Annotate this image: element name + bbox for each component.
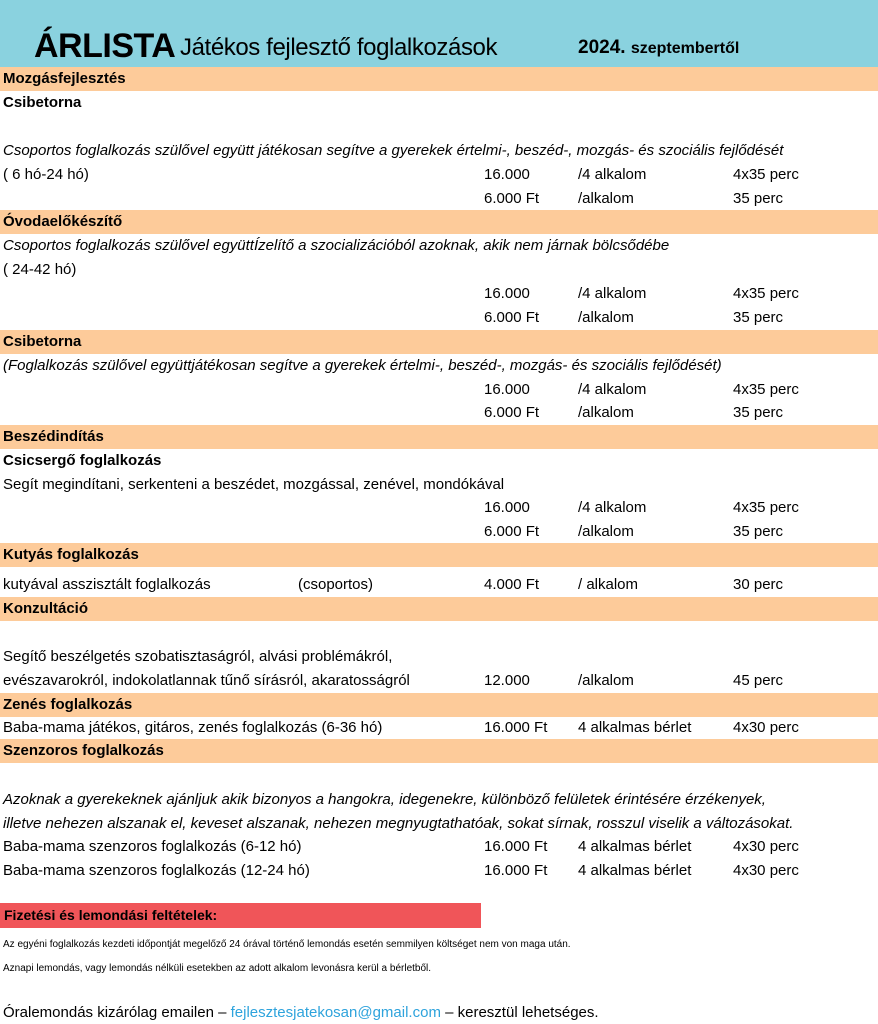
price-row — [0, 520, 878, 544]
duration: 4x30 perc — [733, 719, 799, 736]
price: 6.000 Ft — [484, 190, 540, 207]
section-header-kutyas: Kutyás foglalkozás — [0, 543, 878, 567]
price: 6.000 Ft — [484, 309, 540, 326]
cancellation-footer — [3, 1003, 599, 1023]
description: Segít megindítani, serkenteni a beszédet, mozgással, zenével, mondókával — [3, 476, 505, 493]
description: Azoknak a gyerekeknek ajánljuk akik bizonyos a hangokra, idegenekre, különböző felületek érintésére érzékenyek, — [3, 791, 766, 808]
valid-from-label: szeptembertől — [630, 40, 740, 57]
section-header-beszedinditas: Beszédindítás — [0, 425, 878, 449]
section-header-mozgasfejlesztes: Mozgásfejlesztés — [0, 67, 878, 91]
price-row — [0, 401, 878, 425]
section-header-zenes: Zenés foglalkozás — [0, 693, 878, 717]
price: 16.000 Ft — [484, 719, 548, 736]
price: 16.000 — [484, 166, 530, 183]
item-name: Baba-mama játékos, gitáros, zenés foglalkozás (6-36 hó) — [3, 719, 383, 736]
section-header-ovodaelokeszito: Óvodaelőkészítő — [0, 210, 878, 234]
price-row — [0, 306, 878, 330]
unit: /alkalom — [578, 309, 634, 326]
footer-text: – keresztül lehetséges. — [440, 1004, 599, 1021]
unit: /4 alkalom — [578, 499, 647, 516]
item-name: kutyával asszisztált foglalkozás — [3, 576, 211, 593]
page-subtitle: Játékos fejlesztő foglalkozások — [180, 34, 498, 61]
price-row — [0, 573, 878, 597]
duration: 35 perc — [733, 404, 784, 421]
description: Csoportos foglalkozás szülővel együttÍzelítő a szocializációból azoknak, akik nem járnak bölcsődébe — [3, 237, 670, 254]
duration: 4x35 perc — [733, 381, 799, 398]
section-header-csibetorna: Csibetorna — [0, 330, 878, 354]
section-header-konzultacio: Konzultáció — [0, 597, 878, 621]
description: evészavarokról, indokolatlannak tűnő sírásról, akaratosságról — [3, 672, 410, 689]
price-row — [0, 716, 878, 740]
unit: /alkalom — [578, 523, 634, 540]
duration: 35 perc — [733, 523, 784, 540]
price: 6.000 Ft — [484, 523, 540, 540]
terms-note: Az egyéni foglalkozás kezdeti időpontját megelőző 24 órával történő lemondás esetén semmilyen költséget nem von maga után. — [3, 939, 571, 950]
unit: /4 alkalom — [578, 166, 647, 183]
terms-header: Fizetési és lemondási feltételek: — [0, 903, 481, 928]
price-row — [0, 282, 878, 306]
valid-from — [578, 36, 739, 61]
duration: 45 perc — [733, 672, 784, 689]
price-row — [0, 378, 878, 402]
unit: 4 alkalmas bérlet — [578, 862, 692, 879]
description: (Foglalkozás szülővel együttjátékosan segítve a gyerekek értelmi-, beszéd-, mozgás- és szociális fejlődését) — [3, 357, 722, 374]
price: 4.000 Ft — [484, 576, 540, 593]
duration: 4x35 perc — [733, 166, 799, 183]
age-range: ( 6 hó-24 hó) — [3, 166, 89, 183]
unit: /alkalom — [578, 404, 634, 421]
unit: /alkalom — [578, 672, 634, 689]
price: 12.000 — [484, 672, 530, 689]
duration: 4x35 perc — [733, 499, 799, 516]
duration: 35 perc — [733, 309, 784, 326]
price: 16.000 — [484, 285, 530, 302]
subsection-title: Csibetorna — [3, 94, 82, 111]
price-row — [0, 859, 878, 883]
valid-year: 2024. — [578, 37, 626, 58]
section-header-szenzoros: Szenzoros foglalkozás — [0, 739, 878, 763]
age-range: ( 24-42 hó) — [3, 261, 77, 278]
duration: 4x30 perc — [733, 838, 799, 855]
price: 16.000 Ft — [484, 862, 548, 879]
item-type: (csoportos) — [298, 576, 374, 593]
duration: 30 perc — [733, 576, 784, 593]
unit: /alkalom — [578, 190, 634, 207]
price-row — [0, 669, 878, 693]
unit: /4 alkalom — [578, 285, 647, 302]
unit: 4 alkalmas bérlet — [578, 719, 692, 736]
description: illetve nehezen alszanak el, keveset alszanak, nehezen megnyugtathatóak, sokat sírnak, rosszul viselik a változásokat. — [3, 815, 794, 832]
price-row — [0, 835, 878, 859]
price: 6.000 Ft — [484, 404, 540, 421]
subsection-title: Csicsergő foglalkozás — [3, 452, 162, 469]
email-link[interactable]: fejlesztesjatekosan@gmail.com — [230, 1004, 441, 1021]
unit: / alkalom — [578, 576, 639, 593]
price-row — [0, 187, 878, 211]
price: 16.000 — [484, 499, 530, 516]
item-name: Baba-mama szenzoros foglalkozás (12-24 hó) — [3, 862, 310, 879]
terms-note: Aznapi lemondás, vagy lemondás nélküli esetekben az adott alkalom levonásra kerül a bérletből. — [3, 963, 432, 974]
unit: /4 alkalom — [578, 381, 647, 398]
item-name: Baba-mama szenzoros foglalkozás (6-12 hó) — [3, 838, 302, 855]
price: 16.000 — [484, 381, 530, 398]
duration: 4x30 perc — [733, 862, 799, 879]
unit: 4 alkalmas bérlet — [578, 838, 692, 855]
price-row — [0, 496, 878, 520]
page-title: ÁRLISTA — [34, 27, 176, 65]
description: Segítő beszélgetés szobatisztaságról, alvási problémákról, — [3, 648, 393, 665]
duration: 4x35 perc — [733, 285, 799, 302]
duration: 35 perc — [733, 190, 784, 207]
footer-text: Óralemondás kizárólag emailen – — [3, 1004, 231, 1021]
price-row — [0, 163, 878, 187]
price: 16.000 Ft — [484, 838, 548, 855]
description: Csoportos foglalkozás szülővel együtt játékosan segítve a gyerekek értelmi-, beszéd-, mozgás- és szociális fejlődését — [3, 142, 784, 159]
page-header — [0, 0, 878, 67]
